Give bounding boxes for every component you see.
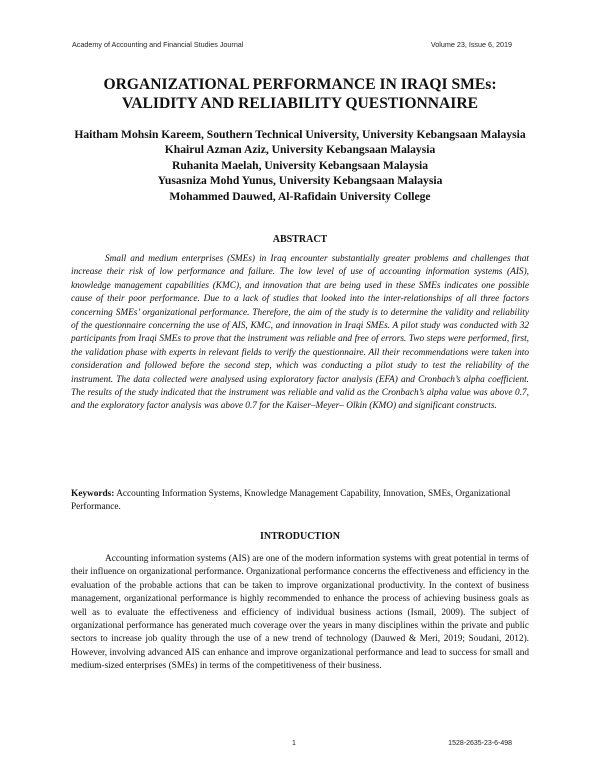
- abstract-text: Small and medium enterprises (SMEs) in Iraq encounter substantially greater problems and challenges that increase their risk of low performance and failure. The low level of use of accounting information systems (AIS), knowledge management capabilities (KMC), and innovation that are being used in these SMEs indicates one possible cause of their poor performance. Due to a lack of studies that looked into the inter-relationships of all three factors concerning SMEs’ organizational performance. Therefore, the aim of the study is to determine the validity and reliability of the questionnaire concerning the use of AIS, KMC, and innovation in Iraqi SMEs. A pilot study was conducted with 32 participants from Iraqi SMEs to prove that the instrument was reliable and free of errors. Two steps were performed, first, the validation phase with experts in relevant fields to verify the questionnaire. All their recommendations were taken into consideration and followed before the second step, which was conducting a pilot study to test the reliability of the instrument. The data collected were analysed using exploratory factor analysis (EFA) and Cronbach’s alpha coefficient. The results of the study indicated that the instrument was reliable and valid as the Cronbach’s alpha value was above 0.7, and the exploratory factor analysis was above 0.7 for the Kaiser–Meyer– Olkin (KMO) and significant constructs.: [71, 254, 529, 412]
- keywords-text: Accounting Information Systems, Knowledge Management Capability, Innovation, SMEs, Organizational Performance.: [71, 489, 511, 513]
- page-footer: [72, 740, 512, 747]
- keywords-label: Keywords:: [71, 489, 115, 499]
- author: Khairul Azman Aziz, University Kebangsaan Malaysia: [164, 143, 436, 157]
- abstract-heading: ABSTRACT: [272, 234, 328, 245]
- introduction-heading: INTRODUCTION: [259, 531, 340, 542]
- document-id: 1528-2635-23-6-498: [448, 740, 512, 747]
- author: Haitham Mohsin Kareem, Southern Technical University, University Kebangsaan Malaysia: [74, 128, 526, 141]
- journal-name: Academy of Accounting and Financial Studies Journal: [72, 40, 244, 49]
- author: Yusasniza Mohd Yunus, University Kebangsaan Malaysia: [157, 174, 443, 188]
- author: Ruhanita Maelah, University Kebangsaan Malaysia: [171, 158, 429, 172]
- volume-issue: Volume 23, Issue 6, 2019: [430, 40, 512, 49]
- page-number: 1: [292, 740, 296, 747]
- running-header: [72, 40, 512, 49]
- introduction-text: Accounting information systems (AIS) are one of the modern information systems with great potential in terms of their influence on organizational performance. Organizational performance concerns the effectiveness and efficiency in the evaluation of the probable actions that can be taken to improve organizational productivity. In the context of business management, organizational performance is highly recommended to enhance the process of achieving business goals as well as to evaluate the effectiveness and efficiency of individual business actions (Ismail, 2009). The subject of organizational performance has generated much coverage over the years in many disciplines within the private and public sectors to increase job quality through the use of a new trend of technology (Dauwed & Meri, 2019; Soudani, 2012). However, involving advanced AIS can enhance and improve organizational performance and lead to success for small and medium-sized enterprises (SMEs) in terms of the competitiveness of their business.: [71, 554, 529, 672]
- author-list: [70, 127, 530, 204]
- paper-title: [60, 75, 540, 113]
- keywords: [71, 488, 529, 515]
- author: Mohammed Dauwed, Al-Rafidain University College: [169, 189, 431, 203]
- title-line-2: VALIDITY AND RELIABILITY QUESTIONNAIRE: [121, 95, 478, 112]
- title-line-1: ORGANIZATIONAL PERFORMANCE IN IRAQI SMEs:: [103, 76, 497, 93]
